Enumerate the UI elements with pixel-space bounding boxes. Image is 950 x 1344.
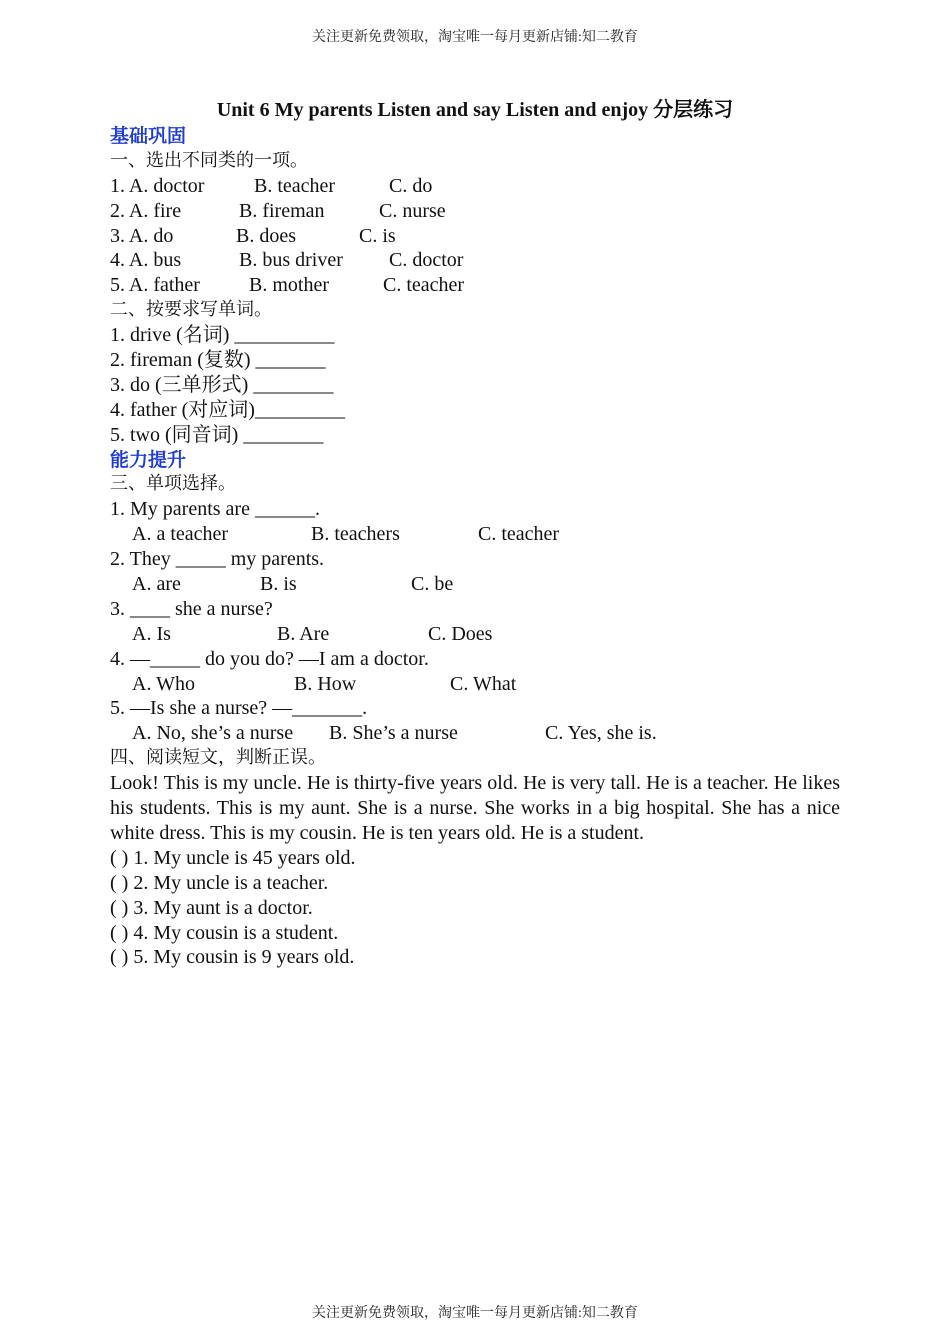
sec4-heading: 四、阅读短文，判断正误。 (110, 747, 326, 769)
sec4-item: ( ) 5. My cousin is 9 years old. (110, 946, 355, 969)
option-b: B. She’s a nurse (329, 722, 458, 745)
sec2-item: 3. do (三单形式) ________ (110, 373, 334, 396)
option-b: B. How (294, 672, 357, 695)
option-a: 1. A. doctor (110, 174, 205, 197)
sec1-item (110, 174, 840, 199)
sec3-question: 1. My parents are ______. (110, 498, 320, 521)
sec2-item: 1. drive (名词) __________ (110, 324, 335, 347)
sec3-question: 2. They _____ my parents. (110, 548, 325, 571)
sec3-options (110, 572, 840, 597)
sec4-item: ( ) 1. My uncle is 45 years old. (110, 846, 356, 869)
sec3-options (110, 622, 840, 647)
option-b: B. mother (249, 274, 329, 297)
section-ability-heading: 能力提升 (110, 448, 187, 471)
sec3-heading: 三、单项选择。 (110, 473, 236, 495)
sec4-item: ( ) 4. My cousin is a student. (110, 921, 339, 944)
option-c: C. nurse (379, 199, 446, 222)
sec3-question: 5. —Is she a nurse? —_______. (110, 697, 368, 720)
option-b: B. Are (277, 622, 330, 645)
sec3-question: 4. —_____ do you do? —I am a doctor. (110, 647, 429, 670)
worksheet (110, 96, 840, 970)
option-a: 4. A. bus (110, 249, 182, 272)
option-b: B. bus driver (239, 249, 343, 272)
section-basic-heading: 基础巩固 (110, 125, 187, 147)
option-c: C. doctor (389, 249, 464, 272)
sec1-item (110, 273, 840, 298)
option-a: A. a teacher (132, 523, 229, 546)
option-a: A. Is (132, 622, 171, 645)
sec3-options (110, 522, 840, 547)
sec4-item: ( ) 2. My uncle is a teacher. (110, 871, 329, 894)
reading-passage: Look! This is my uncle. He is thirty-five years old. He is very tall. He is a teacher. He likes his students. This is my aunt. She is a nurse. She works in a big hospital. She has a nice white dress. This is my cousin. He is ten years old. He is a student. (110, 772, 840, 844)
option-c: C. do (389, 174, 433, 197)
option-a: 3. A. do (110, 224, 174, 247)
sec4-item: ( ) 3. My aunt is a doctor. (110, 896, 313, 919)
page-header: 关注更新免费领取，淘宝唯一每月更新店铺:知二教育 (312, 30, 638, 45)
option-b: B. teacher (254, 174, 336, 197)
sec1-heading: 一、选出不同类的一项。 (110, 149, 308, 171)
option-b: B. does (236, 224, 296, 247)
option-a: 5. A. father (110, 274, 200, 297)
sec1-item (110, 199, 840, 224)
page-title: Unit 6 My parents Listen and say Listen and enjoy 分层练习 (216, 99, 734, 121)
sec2-heading: 二、按要求写单词。 (110, 299, 272, 321)
option-c: C. be (411, 573, 454, 596)
sec2-item: 4. father (对应词)_________ (110, 398, 345, 421)
option-a: A. are (132, 573, 181, 596)
option-c: C. is (359, 224, 396, 247)
sec1-item (110, 224, 840, 249)
option-c: C. What (450, 672, 517, 695)
sec3-question: 3. ____ she a nurse? (110, 597, 273, 620)
sec2-item: 5. two (同音词) ________ (110, 423, 324, 446)
sec2-item: 2. fireman (复数) _______ (110, 349, 326, 372)
sec1-item (110, 248, 840, 273)
option-b: B. teachers (311, 523, 400, 546)
option-b: B. is (260, 573, 297, 596)
option-c: C. Does (428, 622, 493, 645)
option-a: A. Who (132, 672, 195, 695)
sec3-options (110, 721, 840, 746)
option-c: C. teacher (478, 523, 560, 546)
option-a: 2. A. fire (110, 199, 182, 222)
option-b: B. fireman (239, 199, 325, 222)
option-c: C. teacher (383, 274, 465, 297)
option-a: A. No, she’s a nurse (132, 722, 294, 745)
sec3-options (110, 672, 840, 697)
page-footer: 关注更新免费领取，淘宝唯一每月更新店铺:知二教育 (312, 1306, 638, 1321)
option-c: C. Yes, she is. (545, 722, 657, 745)
